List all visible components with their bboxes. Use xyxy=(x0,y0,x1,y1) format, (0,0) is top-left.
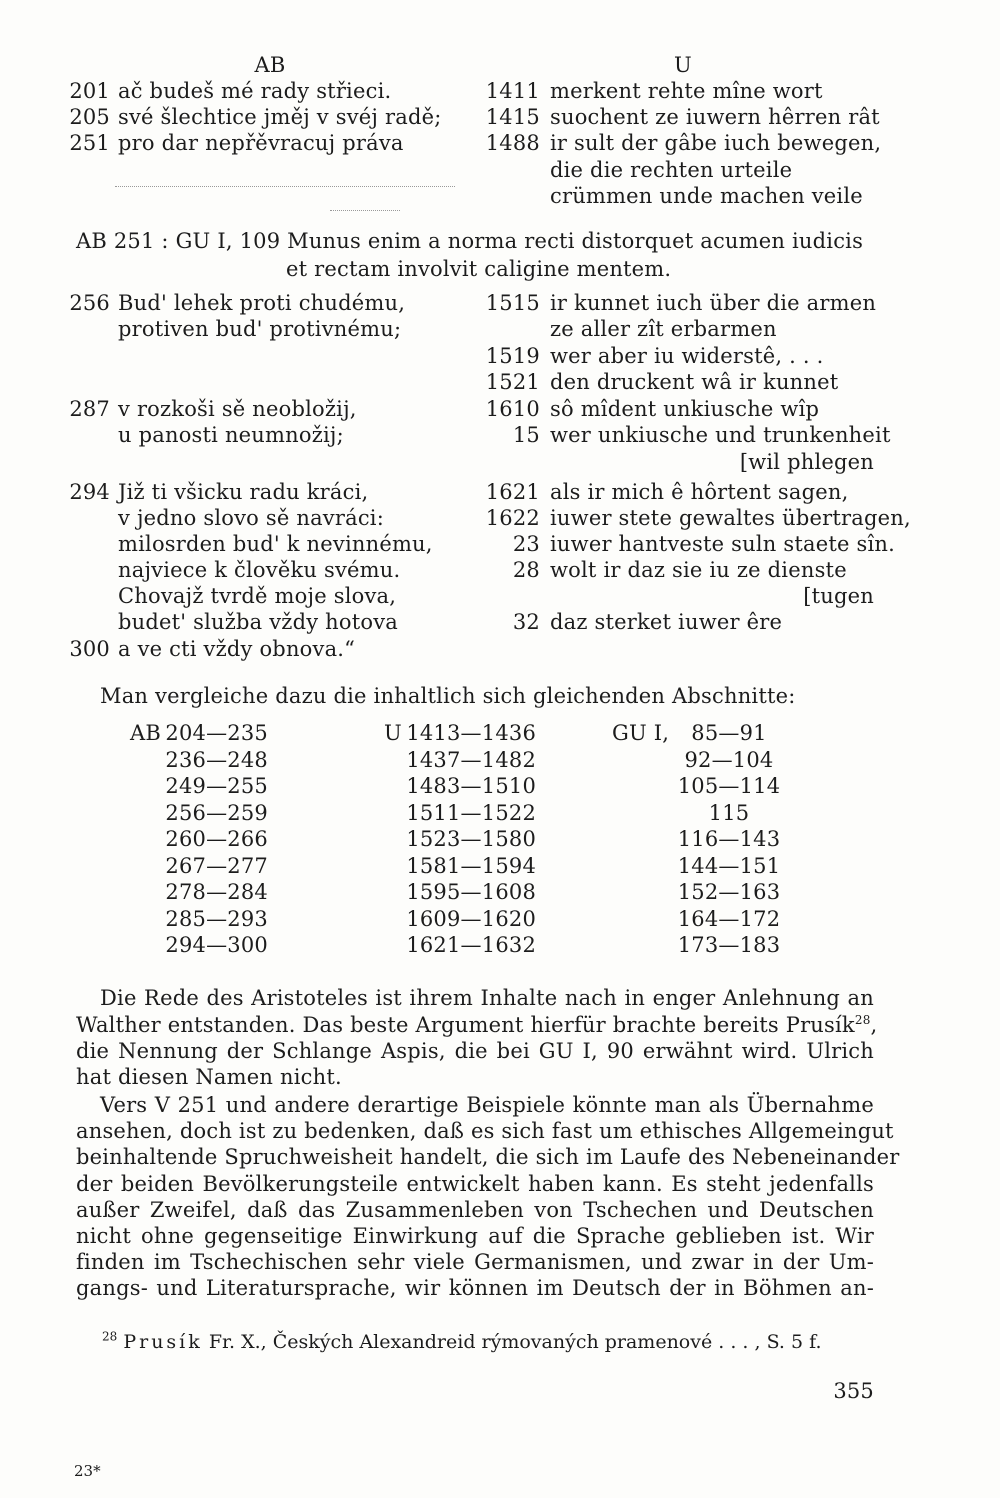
b2-right-num: 23 xyxy=(512,532,540,556)
b1-right-line: suochent ze iuwern hêrren rât xyxy=(550,105,880,129)
b2-right-num: 1519 xyxy=(485,344,540,368)
b2-left-line: milosrden bud' k nevinnému, xyxy=(118,532,433,556)
cmp-gu-range: 152—163 xyxy=(677,880,781,904)
cmp-gu-range: 115 xyxy=(708,801,750,825)
b2-right-line: wer unkiusche und trunkenheit xyxy=(550,423,891,447)
b2-left-line: protiven bud' protivnému; xyxy=(118,317,402,341)
cmp-prefix-u: U xyxy=(384,721,402,745)
b2-right-line: daz sterket iuwer êre xyxy=(550,610,783,634)
b2-right-line: sô mîdent unkiusche wîp xyxy=(550,397,820,421)
b1-right-num: 1411 xyxy=(485,79,540,103)
b1-left-line: své šlechtice jměj v svéj radě; xyxy=(118,105,442,129)
cmp-prefix-ab: AB xyxy=(130,721,161,745)
para1-comma: , xyxy=(870,1013,878,1037)
b2-right-line: wer aber iu widerstê, . . . xyxy=(550,344,824,368)
cmp-ab-range: 236—248 xyxy=(165,748,268,772)
scan-artifact-line xyxy=(330,210,400,211)
cmp-u-range: 1523—1580 xyxy=(406,827,536,851)
para1-line xyxy=(76,1012,878,1038)
cmp-u-range: 1511—1522 xyxy=(406,801,536,825)
cmp-ab-range: 249—255 xyxy=(165,774,268,798)
cmp-gu-range: 105—114 xyxy=(677,774,781,798)
footnote-mark: 28 xyxy=(102,1329,118,1344)
cmp-ab-range: 278—284 xyxy=(165,880,268,904)
cmp-ab-range: 267—277 xyxy=(165,854,268,878)
b2-left-line: Již ti všicku radu kráci, xyxy=(118,480,369,504)
b2-left-num: 256 xyxy=(69,291,110,315)
b2-right-line: iuwer stete gewaltes übertragen, xyxy=(550,506,911,530)
b2-right-line: den druckent wâ ir kunnet xyxy=(550,370,839,394)
para2-line: ansehen, doch ist zu bedenken, daß es sich fast um ethisches Allgemeingut xyxy=(76,1119,894,1143)
footnote-author: Prusík xyxy=(123,1331,203,1353)
b2-right-line: ir kunnet iuch über die armen xyxy=(550,291,877,315)
cmp-gu-range: 116—143 xyxy=(677,827,781,851)
cmp-u-range: 1621—1632 xyxy=(406,933,536,957)
header-u: U xyxy=(674,53,692,77)
b2-right-line: wolt ir daz sie iu ze dienste xyxy=(550,558,847,582)
b2-right-line: als ir mich ê hôrtent sagen, xyxy=(550,480,849,504)
para1-text: Walther entstanden. Das beste Argument hierfür brachte bereits Prusík xyxy=(76,1013,855,1037)
b2-left-line: Bud' lehek proti chudému, xyxy=(118,291,406,315)
cmp-u-range: 1437—1482 xyxy=(406,748,536,772)
b1-right-line: die die rechten urteile xyxy=(550,158,793,182)
b1-right-line: ir sult der gâbe iuch bewegen, xyxy=(550,131,882,155)
b2-right-num: 15 xyxy=(512,423,540,447)
b2-left-line: a ve cti vždy obnova.“ xyxy=(118,637,356,661)
b2-left-line: v jedno slovo sě navráci: xyxy=(118,506,384,530)
b2-right-num: 1610 xyxy=(485,397,540,421)
para2-line: der beiden Bevölkerungsteile entwickelt haben kann. Es steht jedenfalls xyxy=(76,1172,874,1196)
cmp-ab-range: 285—293 xyxy=(165,907,268,931)
b1-right-num: 1415 xyxy=(485,105,540,129)
cmp-u-range: 1483—1510 xyxy=(406,774,536,798)
header-ab: AB xyxy=(254,53,286,77)
cmp-u-range: 1581—1594 xyxy=(406,854,536,878)
b2-right-num: 1521 xyxy=(485,370,540,394)
gu-quote-line1: AB 251 : GU I, 109 Munus enim a norma recti distorquet acumen iudicis xyxy=(76,229,864,253)
footnote-ref: 28 xyxy=(854,1013,871,1027)
cmp-ab-range: 204—235 xyxy=(165,721,268,745)
para1-line: die Nennung der Schlange Aspis, die bei GU I, 90 erwähnt wird. Ulrich xyxy=(76,1039,874,1063)
cmp-gu-range: 164—172 xyxy=(677,907,781,931)
para2-line: außer Zweifel, daß das Zusammenleben von Tschechen und Deutschen xyxy=(76,1198,874,1222)
b2-right-num: 1621 xyxy=(485,480,540,504)
cmp-gu-range: 92—104 xyxy=(684,748,774,772)
b1-left-num: 205 xyxy=(69,105,110,129)
b2-right-line: iuwer hantveste suln staete sîn. xyxy=(550,532,895,556)
b2-left-line: budet' služba vždy hotova xyxy=(118,610,398,634)
b2-left-line: najviece k člověku svému. xyxy=(118,558,401,582)
b2-left-num: 287 xyxy=(69,397,110,421)
cmp-u-range: 1609—1620 xyxy=(406,907,536,931)
b1-left-line: ač budeš mé rady střieci. xyxy=(118,79,392,103)
cmp-gu-range: 85—91 xyxy=(691,721,767,745)
cmp-ab-range: 294—300 xyxy=(165,933,268,957)
b2-left-line: u panosti neumnožij; xyxy=(118,423,344,447)
b2-left-line: Chovajž tvrdě moje slova, xyxy=(118,584,397,608)
footnote xyxy=(102,1331,822,1353)
para1-line: Die Rede des Aristoteles ist ihrem Inhalte nach in enger Anlehnung an xyxy=(100,986,874,1010)
b2-right-line: ze aller zît erbarmen xyxy=(550,317,777,341)
footnote-text: Fr. X., Českých Alexandreid rýmovaných pramenové . . . , S. 5 f. xyxy=(208,1331,822,1353)
cmp-ab-range: 260—266 xyxy=(165,827,268,851)
b2-right-line: [wil phlegen xyxy=(739,450,874,474)
b2-left-num: 294 xyxy=(69,480,110,504)
para1-line: hat diesen Namen nicht. xyxy=(76,1065,342,1089)
gu-quote-line2: et rectam involvit caligine mentem. xyxy=(286,257,672,281)
b1-left-num: 251 xyxy=(69,131,110,155)
cmp-u-range: 1413—1436 xyxy=(406,721,536,745)
para2-line: nicht ohne gegenseitige Einwirkung auf die Sprache geblieben ist. Wir xyxy=(76,1224,874,1248)
cmp-gu-range: 173—183 xyxy=(677,933,781,957)
para2-line: beinhaltende Spruchweisheit handelt, die sich im Laufe des Nebeneinander xyxy=(76,1145,900,1169)
b1-right-line: merkent rehte mîne wort xyxy=(550,79,823,103)
b2-right-num: 1515 xyxy=(485,291,540,315)
b2-right-num: 1622 xyxy=(485,506,540,530)
para2-line: gangs- und Literatursprache, wir können im Deutsch der in Böhmen an- xyxy=(76,1276,874,1300)
page-number: 355 xyxy=(833,1379,874,1403)
b2-right-num: 28 xyxy=(512,558,540,582)
b1-right-num: 1488 xyxy=(485,131,540,155)
scan-artifact-line xyxy=(115,186,455,187)
comparison-intro: Man vergleiche dazu die inhaltlich sich gleichenden Abschnitte: xyxy=(100,684,796,708)
b2-left-num: 300 xyxy=(69,637,110,661)
signature-mark: 23* xyxy=(74,1462,101,1480)
b1-left-num: 201 xyxy=(69,79,110,103)
para2-line: finden im Tschechischen sehr viele Germanismen, und zwar in der Um- xyxy=(76,1250,874,1274)
cmp-prefix-gu: GU I, xyxy=(612,721,670,745)
para2-line: Vers V 251 und andere derartige Beispiele könnte man als Übernahme xyxy=(100,1093,874,1117)
b1-right-line: crümmen unde machen veile xyxy=(550,184,863,208)
b2-left-line: v rozkoši sě neobložij, xyxy=(118,397,357,421)
b1-left-line: pro dar nepřěvracuj práva xyxy=(118,131,404,155)
cmp-ab-range: 256—259 xyxy=(165,801,268,825)
b2-right-num: 32 xyxy=(512,610,540,634)
b2-right-line: [tugen xyxy=(803,584,874,608)
cmp-gu-range: 144—151 xyxy=(677,854,781,878)
cmp-u-range: 1595—1608 xyxy=(406,880,536,904)
